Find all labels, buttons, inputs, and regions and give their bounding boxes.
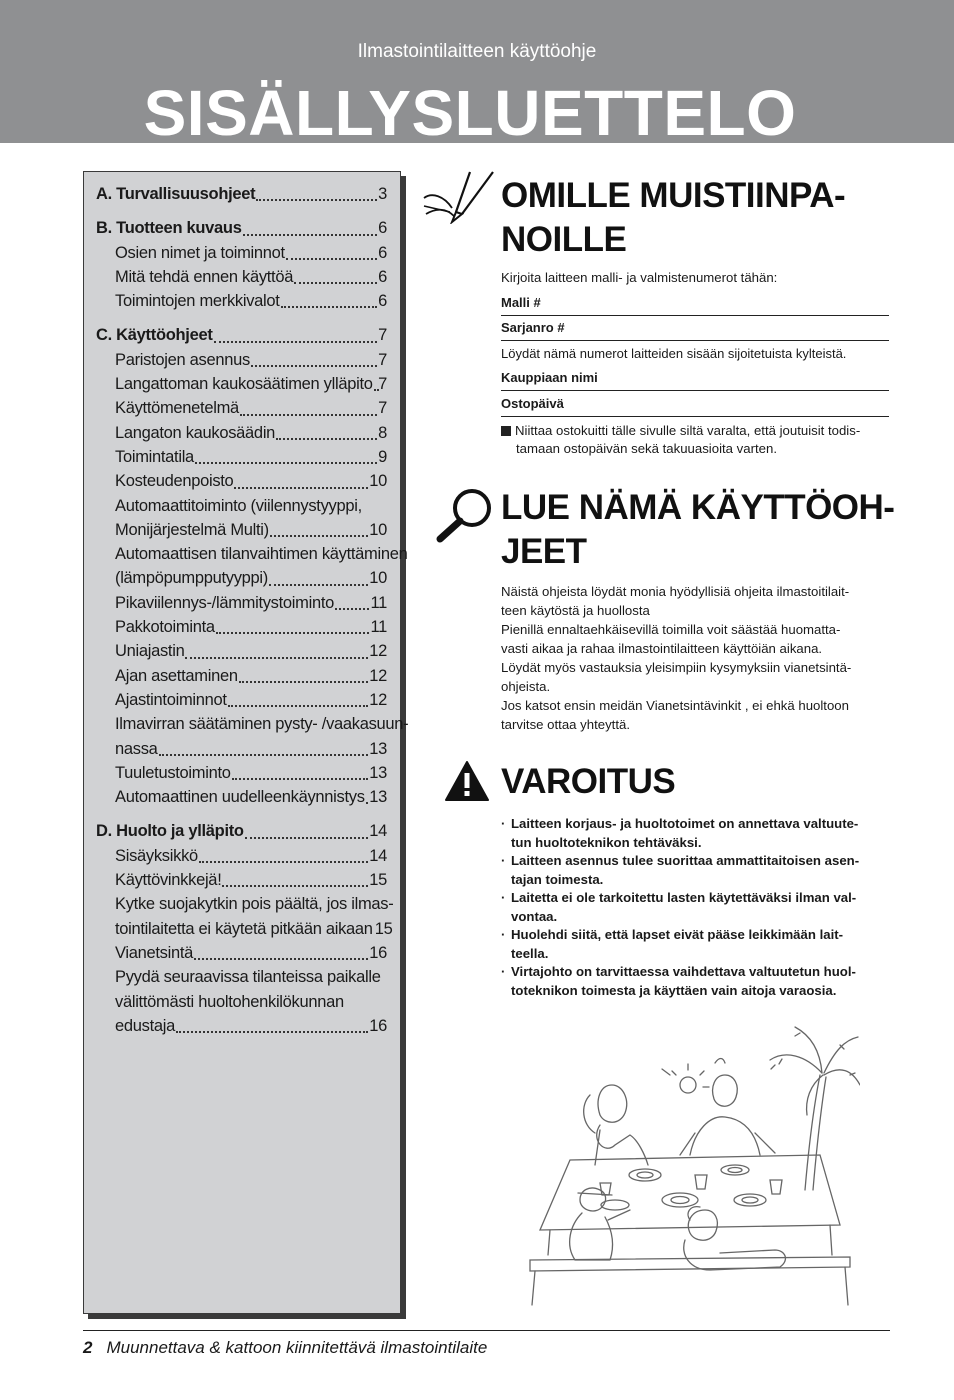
toc-entry-label: nassa [115, 739, 158, 758]
toc-entry[interactable] [84, 868, 400, 892]
warning-item-line: vontaa. [511, 908, 558, 924]
toc-chapter-entry[interactable] [84, 323, 400, 347]
toc-entry-page: 7 [378, 350, 387, 369]
notes-title: OMILLE MUISTIINPA- NOILLE [501, 176, 846, 259]
toc-entry[interactable] [84, 469, 400, 493]
toc-entry-label: Automaattinen uudelleenkäynnistys [115, 788, 365, 807]
toc-entry[interactable] [84, 688, 400, 712]
magnifier-icon [434, 486, 494, 544]
warning-item-line: · Huolehdi siitä, että lapset eivät pääse leikkimään lait- [511, 927, 844, 942]
toc-entry-page: 7 [378, 399, 387, 418]
toc-entry-label: Uniajastin [115, 642, 185, 661]
toc-leader-dots [222, 885, 368, 887]
toc-section [84, 182, 400, 206]
toc-entry-label: Paristojen asennus [115, 350, 250, 369]
warning-icon [444, 760, 490, 802]
read-body-line: tarvitse ottaa yhteyttä. [501, 717, 631, 732]
toc-leader-dots [159, 754, 369, 756]
toc-leader-dots [228, 705, 369, 707]
toc-entry[interactable] [84, 265, 400, 289]
serial-hint: Löydät nämä numerot laitteiden sisään sijoitetuista kylteistä. [501, 346, 847, 361]
toc-entry-label: C. Käyttöohjeet [96, 326, 213, 345]
toc-entry-page: 13 [369, 739, 387, 758]
page-header [0, 0, 954, 149]
toc-entry-page: 10 [369, 569, 387, 588]
toc-leader-dots [335, 608, 369, 610]
warning-item [501, 852, 893, 889]
picnic-illustration [520, 1015, 860, 1315]
toc-entry[interactable] [84, 917, 400, 941]
toc-entry-label: Pikaviilennys-/lämmitystoiminto [115, 593, 335, 612]
toc-entry[interactable] [84, 844, 400, 868]
footer-text: Muunnettava & kattoon kiinnitettävä ilmastointilaite [106, 1338, 488, 1357]
toc-section [84, 819, 400, 1038]
toc-entry[interactable] [84, 591, 400, 615]
toc-entry-page: 9 [378, 447, 387, 466]
toc-leader-dots [240, 414, 377, 416]
toc-entry-label: Vianetsintä [115, 943, 194, 962]
toc-entry-label: Kosteudenpoisto [115, 472, 234, 491]
toc-entry-label: tointilaitetta ei käytetä pitkään aikaan [115, 919, 373, 938]
toc-entry-page: 6 [378, 219, 387, 238]
toc-entry[interactable] [84, 761, 400, 785]
toc-leader-dots [270, 535, 368, 537]
toc-entry-continued: Ilmavirran säätäminen pysty- /vaakasuun- [115, 715, 409, 734]
toc-entry[interactable] [84, 615, 400, 639]
toc-entry-label: A. Turvallisuusohjeet [96, 185, 256, 203]
toc-entry[interactable] [84, 241, 400, 265]
warning-item [501, 926, 893, 963]
warning-item-line: · Laitteen asennus tulee suorittaa ammattitaitoisen asen- [511, 853, 860, 868]
toc-entry-continued: välittömästi huoltohenkilökunnan [115, 992, 344, 1011]
toc-entry-label: Langaton kaukosäädin [115, 423, 276, 442]
toc-entry-continued: Automaattitoiminto (viilennystyyppi, [115, 496, 362, 515]
toc-entry-continued: Pyydä seuraavissa tilanteissa paikalle [115, 968, 381, 987]
toc-entry-page: 12 [369, 642, 387, 661]
warning-item-line: · Laitetta ei ole tarkoitettu lasten käytettäväksi ilman val- [511, 890, 857, 905]
serial-number-field[interactable]: Sarjanro # [501, 320, 889, 341]
toc-entry-label: Pakkotoiminta [115, 618, 215, 637]
toc-entry[interactable] [84, 445, 400, 469]
page-title: SISÄLLYSLUETTELO [143, 77, 797, 149]
toc-leader-dots [374, 389, 377, 391]
toc-leader-dots [286, 258, 377, 260]
toc-entry-page: 11 [370, 593, 387, 612]
toc-entry-page: 7 [378, 375, 387, 394]
toc-entry-label: Toimintojen merkkivalot [115, 292, 280, 311]
toc-leader-dots [195, 462, 377, 464]
toc-entry-page: 15 [374, 919, 393, 938]
table-of-contents [83, 171, 409, 1314]
toc-entry-label: Mitä tehdä ennen käyttöä [115, 267, 294, 286]
toc-section [84, 323, 409, 809]
notes-intro: Kirjoita laitteen malli- ja valmistenumerot tähän: [501, 270, 778, 285]
model-number-field[interactable]: Malli # [501, 295, 889, 316]
toc-leader-dots [214, 341, 378, 343]
pen-icon [422, 168, 496, 224]
toc-entry-page: 7 [378, 326, 387, 345]
toc-entry-page: 8 [378, 423, 387, 442]
read-body [501, 582, 891, 734]
toc-section [84, 216, 400, 313]
toc-entry[interactable] [84, 785, 400, 809]
toc-entry[interactable] [84, 421, 400, 445]
toc-leader-dots [245, 837, 369, 839]
read-body-line: Pienillä ennaltaehkäisevillä toimilla voit säästää huomatta- [501, 622, 841, 637]
toc-chapter-entry[interactable] [84, 182, 400, 206]
warning-item-line: · Laitteen korjaus- ja huoltotoimet on annettava valtuute- [511, 816, 859, 831]
toc-entry-page: 6 [378, 292, 387, 311]
page-footer [83, 1337, 487, 1359]
manual-subtitle: Ilmastointilaitteen käyttöohje [357, 41, 597, 62]
toc-entry[interactable] [84, 639, 400, 663]
warning-item [501, 889, 893, 926]
toc-entry[interactable] [84, 941, 400, 965]
warning-item [501, 963, 893, 1000]
toc-entry-page: 16 [369, 943, 387, 962]
toc-entry-label: Osien nimet ja toiminnot [115, 243, 285, 262]
toc-entry-label: Sisäyksikkö [115, 846, 198, 865]
toc-entry-continued: Kytke suojakytkin pois päältä, jos ilmas- [115, 895, 394, 914]
warning-title: VAROITUS [501, 762, 676, 801]
warning-item-line: · Virtajohto on tarvittaessa vaihdettava valtuutetun huol- [511, 964, 856, 979]
toc-entry-page: 14 [369, 822, 387, 841]
toc-leader-dots [216, 632, 370, 634]
toc-entry-page: 10 [369, 520, 387, 539]
read-body-line: teen käytöstä ja huollosta [501, 603, 650, 618]
purchase-date-field[interactable]: Ostopäivä [501, 396, 889, 417]
toc-leader-dots [199, 861, 368, 863]
toc-entry-label: Ajan asettaminen [115, 666, 238, 685]
toc-entry-page: 3 [378, 185, 387, 203]
toc-chapter-entry[interactable] [84, 216, 400, 240]
toc-leader-dots [281, 306, 378, 308]
warning-list [501, 815, 893, 1000]
toc-leader-dots [269, 584, 368, 586]
warning-item-line: tun huoltoteknikon tehtäväksi. [511, 834, 702, 850]
toc-leader-dots [256, 199, 377, 201]
toc-leader-dots [294, 282, 377, 284]
toc-entry-page: 11 [370, 618, 387, 637]
toc-entry-page: 15 [369, 871, 387, 890]
toc-leader-dots [185, 657, 368, 659]
toc-entry-page: 13 [369, 763, 387, 782]
toc-entry[interactable] [84, 348, 400, 372]
toc-entry[interactable] [84, 1014, 400, 1038]
warning-item [501, 815, 893, 852]
toc-entry[interactable] [84, 664, 400, 688]
receipt-note: Niittaa ostokuitti tälle sivulle siltä varalta, että joutuisit todis- tamaan ostopäivän sekä takuuasioita varten. [501, 422, 891, 458]
toc-entry-label: edustaja [115, 1016, 175, 1035]
toc-leader-dots [239, 681, 369, 683]
read-body-line: vasti aikaa ja rahaa ilmastointilaitteen käyttöiän aikana. [501, 641, 823, 656]
toc-entry[interactable] [84, 372, 400, 396]
read-title: LUE NÄMÄ KÄYTTÖOH- JEET [501, 488, 895, 571]
read-body-line: Jos katsot ensin meidän Vianetsintävinkit , ei ehkä huoltoon [501, 698, 849, 713]
toc-entry-label: B. Tuotteen kuvaus [96, 219, 242, 238]
toc-entry-label: Ajastintoiminnot [115, 690, 227, 709]
warning-item-line: teella. [511, 945, 549, 961]
toc-entry-label: (lämpöpumpputyyppi) [115, 569, 268, 588]
toc-entry-label: Käyttömenetelmä [115, 399, 239, 418]
toc-entry[interactable] [84, 396, 400, 420]
toc-entry-page: 16 [369, 1016, 387, 1035]
warning-item-line: toteknikon toimesta ja käyttäen vain aitoja varaosia. [511, 982, 837, 998]
read-body-line: Näistä ohjeista löydät monia hyödyllisiä ohjeita ilmastoitilait- [501, 584, 850, 599]
toc-entry[interactable] [84, 566, 400, 590]
toc-leader-dots [243, 234, 378, 236]
toc-leader-dots [276, 438, 377, 440]
toc-leader-dots [232, 778, 369, 780]
footer-rule [83, 1330, 890, 1331]
dealer-name-field[interactable]: Kauppiaan nimi [501, 370, 889, 391]
toc-entry-page: 14 [369, 846, 387, 865]
toc-entry-label: Käyttövinkkejä! [115, 871, 222, 890]
toc-entry-page: 6 [378, 243, 387, 262]
toc-chapter-entry[interactable] [84, 819, 400, 843]
toc-entry-page: 6 [378, 267, 387, 286]
toc-entry-label: Toimintatila [115, 447, 194, 466]
read-body-line: ohjeista. [501, 679, 551, 694]
toc-entry-label: Langattoman kaukosäätimen ylläpito [115, 375, 373, 394]
toc-entry[interactable] [84, 737, 400, 761]
toc-entry[interactable] [84, 289, 400, 313]
toc-entry-continued: Automaattisen tilanvaihtimen käyttäminen [115, 545, 408, 564]
toc-entry-page: 12 [369, 690, 387, 709]
toc-entry-page: 12 [369, 666, 387, 685]
toc-leader-dots [194, 958, 368, 960]
toc-entry-page: 13 [369, 788, 387, 807]
toc-entry-page: 10 [369, 472, 387, 491]
toc-leader-dots [251, 365, 377, 367]
warning-item-line: tajan toimesta. [511, 871, 604, 887]
toc-entry[interactable] [84, 518, 400, 542]
toc-leader-dots [234, 487, 368, 489]
page-number: 2 [83, 1338, 93, 1357]
toc-entry-label: D. Huolto ja ylläpito [96, 822, 244, 841]
toc-leader-dots [176, 1031, 368, 1033]
read-body-line: Löydät myös vastauksia yleisimpiin kysymyksiin vianetsintä- [501, 660, 852, 675]
bullet-square-icon [501, 426, 511, 436]
toc-entry-label: Monijärjestelmä Multi) [115, 520, 269, 539]
toc-entry-label: Tuuletustoiminto [115, 763, 231, 782]
toc-leader-dots [366, 802, 369, 804]
